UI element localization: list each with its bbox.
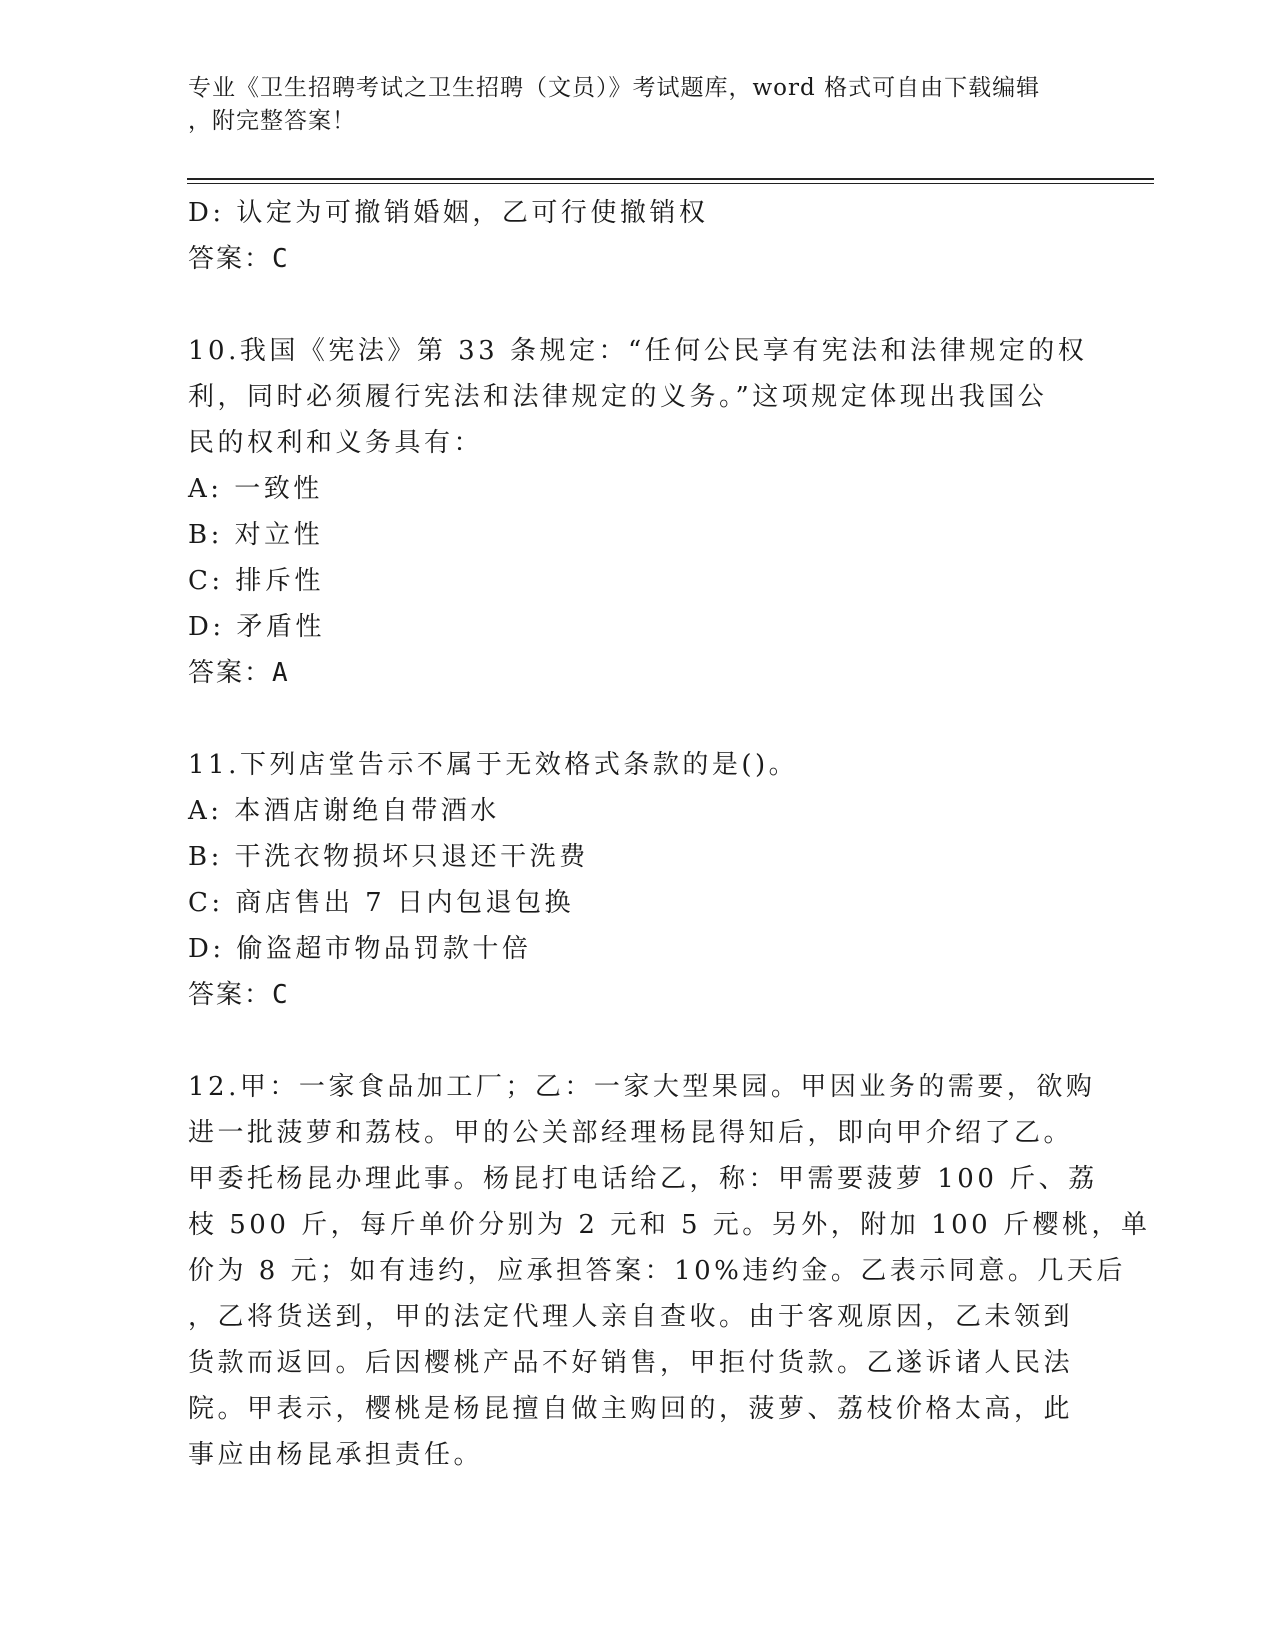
question-stem-line: 院。甲表示，樱桃是杨昆擅自做主购回的，菠萝、荔枝价格太高，此 — [188, 1394, 1074, 1424]
document-header: 专业《卫生招聘考试之卫生招聘（文员）》考试题库，word 格式可自由下载编辑 ，附完整答案！ — [188, 75, 1041, 134]
question-11 — [188, 742, 1078, 1018]
previous-question-tail — [188, 190, 1078, 282]
spacer — [188, 282, 1078, 328]
header-divider-thin — [187, 183, 1154, 184]
question-stem-line: ，乙将货送到，甲的法定代理人亲自查收。由于客观原因，乙未领到 — [188, 1302, 1074, 1332]
question-stem-line: 事应由杨昆承担责任。 — [188, 1440, 484, 1470]
answer-line: 答案：A — [188, 658, 290, 688]
option-a: A: 本酒店谢绝自带酒水 — [188, 796, 500, 826]
question-12 — [188, 1064, 1151, 1478]
question-stem-line: 甲委托杨昆办理此事。杨昆打电话给乙，称：甲需要菠萝 100 斤、荔 — [188, 1164, 1098, 1194]
question-stem-line: 利，同时必须履行宪法和法律规定的义务。”这项规定体现出我国公 — [188, 382, 1048, 412]
option-d: D: 偷盗超市物品罚款十倍 — [188, 934, 532, 964]
question-stem-line: 价为 8 元；如有违约，应承担答案：10%违约金。乙表示同意。几天后 — [188, 1256, 1126, 1286]
option-d: D: 矛盾性 — [188, 612, 325, 642]
question-10 — [188, 328, 1088, 696]
option-d: D: 认定为可撤销婚姻，乙可行使撤销权 — [188, 198, 709, 228]
question-stem-line: 11.下列店堂告示不属于无效格式条款的是()。 — [188, 750, 799, 780]
option-b: B: 对立性 — [188, 520, 324, 550]
question-stem-line: 民的权利和义务具有： — [188, 428, 484, 458]
question-stem-line: 进一批菠萝和荔枝。甲的公关部经理杨昆得知后，即向甲介绍了乙。 — [188, 1118, 1074, 1148]
question-stem-line: 10.我国《宪法》第 33 条规定：“任何公民享有宪法和法律规定的权 — [188, 336, 1088, 366]
question-stem-line: 12.甲：一家食品加工厂；乙：一家大型果园。甲因业务的需要，欲购 — [188, 1072, 1096, 1102]
question-stem-line: 货款而返回。后因樱桃产品不好销售，甲拒付货款。乙遂诉诸人民法 — [188, 1348, 1074, 1378]
header-divider-thick — [187, 178, 1154, 180]
option-a: A: 一致性 — [188, 474, 323, 504]
answer-line: 答案：C — [188, 980, 290, 1010]
option-c: C: 排斥性 — [188, 566, 324, 596]
question-content — [188, 190, 1151, 1478]
spacer — [188, 1018, 1078, 1064]
question-stem-line: 枝 500 斤，每斤单价分别为 2 元和 5 元。另外，附加 100 斤樱桃，单 — [188, 1210, 1151, 1240]
option-b: B: 干洗衣物损坏只退还干洗费 — [188, 842, 589, 872]
spacer — [188, 696, 1078, 742]
option-c: C: 商店售出 7 日内包退包换 — [188, 888, 574, 918]
answer-line: 答案：C — [188, 244, 290, 274]
